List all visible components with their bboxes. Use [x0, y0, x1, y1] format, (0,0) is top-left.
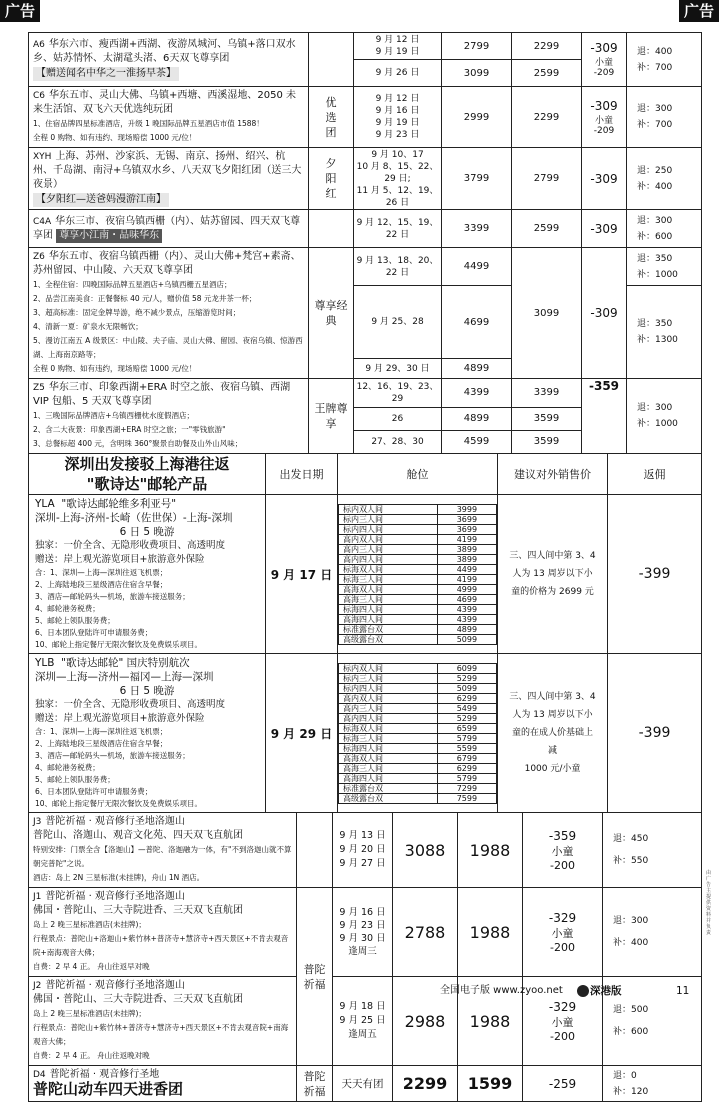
cabin-price: 6299 — [437, 763, 496, 773]
cruise-date: 9 月 17 日 — [266, 495, 338, 654]
tour-xyh: XYH 上海、苏州、沙家浜、无锡、南京、扬州、绍兴、杭州、千岛湖、南浔+乌镇双水乡、八天双飞夕阳红团（送三大夜景） 【夕阳红—送爸妈漫游江南】 — [29, 148, 309, 210]
cabin-row — [339, 584, 497, 594]
tour-a6: A6 华东六市、瘦西湖+西湖、夜游凤城河、乌镇+落口双水乡、姑苏情怀、太湖鼋头渚、6天双飞尊享团 【赠送闻名中华之一淮扬早茶】 — [29, 33, 309, 87]
cabin-price: 5599 — [437, 743, 496, 753]
tour-return: 退：350 补：1000 — [627, 248, 702, 286]
price-a: 3099 — [442, 60, 512, 87]
cabin-price: 6599 — [437, 723, 496, 733]
putuo-j3: J3 普陀祈福 · 观音修行圣地洛迦山 普陀山、洛迦山、观音文化苑、四天双飞直航团 特别安排：门票全含【洛迦山】—普陀、洛迦融为一体，有"不到洛迦山就不算朝完普陀"之说。 酒店：岛上 2N 三星标准(未挂牌)，舟山 1N 酒店。 — [29, 813, 297, 888]
cabin-price: 5799 — [437, 773, 496, 783]
page-number: 11 — [676, 985, 690, 997]
cabin-type: 标海三人间 — [339, 733, 438, 743]
cabin-row — [339, 673, 497, 683]
cabin-type: 高海四人间 — [339, 614, 438, 624]
col-return: 返佣 — [608, 454, 702, 495]
price-a: 2799 — [442, 33, 512, 60]
tour-dates: 9 月 26 日 — [354, 60, 442, 87]
cabin-price: 4699 — [437, 594, 496, 604]
cabin-price: 4399 — [437, 604, 496, 614]
tour-return: 退：300 补：700 — [627, 87, 702, 148]
cabin-row — [339, 773, 497, 783]
cabin-price: 3899 — [437, 554, 496, 564]
tour-category: 普陀 祈福 — [297, 888, 333, 1066]
cabin-row — [339, 514, 497, 524]
tour-discount: -309 — [582, 148, 627, 210]
footer-edition: 深港版 — [590, 985, 622, 997]
col-price: 建议对外销售价 — [498, 454, 608, 495]
cabin-type: 高海双人间 — [339, 753, 438, 763]
tour-dates: 9 月 13、18、20、22 日 — [354, 248, 442, 286]
tour-discount: -259 — [523, 1066, 603, 1102]
tour-dates: 9 月 16 日 9 月 23 日 9 月 30 日 逢周三 — [333, 888, 393, 977]
cruise-return: -399 — [608, 654, 702, 813]
tour-return: 退：300 补：1000 — [627, 379, 702, 454]
tour-category: 尊享经 典 — [309, 248, 354, 379]
cabin-row — [339, 753, 497, 763]
cabin-type: 高海三人间 — [339, 594, 438, 604]
price-a: 2999 — [442, 87, 512, 148]
tour-dates: 27、28、30 — [354, 430, 442, 453]
cabin-price: 4199 — [437, 574, 496, 584]
cabin-type: 标海双人间 — [339, 723, 438, 733]
cabin-type: 高内三人间 — [339, 703, 438, 713]
tour-return: 退：300 补：600 — [627, 210, 702, 248]
cabin-type: 标准露台双 — [339, 624, 438, 634]
cabin-price: 3999 — [437, 504, 496, 514]
cruise-date: 9 月 29 日 — [266, 654, 338, 813]
tour-return: 退：0 补：120 — [603, 1066, 702, 1102]
price-a: 4899 — [442, 407, 512, 430]
tour-dates: 9 月 29、30 日 — [354, 359, 442, 379]
tour-dates: 26 — [354, 407, 442, 430]
page-content — [28, 32, 701, 1102]
cabin-row — [339, 763, 497, 773]
tour-category: 王牌尊 享 — [309, 379, 354, 454]
cabin-type: 标内双人间 — [339, 663, 438, 673]
cabin-type: 高内四人间 — [339, 554, 438, 564]
cabin-row — [339, 703, 497, 713]
price-b: 3399 — [512, 379, 582, 408]
tour-discount: -309 — [582, 210, 627, 248]
cabin-type: 高内三人间 — [339, 544, 438, 554]
cabin-type: 高级露台双 — [339, 793, 438, 803]
cabin-price: 5099 — [437, 683, 496, 693]
tour-discount: -329 小童 -200 — [523, 977, 603, 1066]
cabin-type: 标海三人间 — [339, 574, 438, 584]
page-footer — [0, 982, 719, 1000]
tour-return: 退：250 补：400 — [627, 148, 702, 210]
tour-dates: 9 月 12、15、19、22 日 — [354, 210, 442, 248]
tour-z5: Z5 华东三市、印象西湖+ERA 时空之旅、夜宿乌镇、西湖 VIP 包船、5 天双飞尊享团 1、三晚国际品牌酒店+乌镇西栅枕水度假酒店； 2、含二大夜景：印象西湖+ERA 时空之旅；一"零钱旅游" 3、总餐标超 400 元，含明珠 360°聚景自助餐及山外山风味； — [29, 379, 309, 454]
price-b: 3599 — [512, 407, 582, 430]
cabin-row — [339, 743, 497, 753]
cabin-type: 高海双人间 — [339, 584, 438, 594]
cabin-row — [339, 614, 497, 624]
price-b: 1988 — [458, 888, 523, 977]
ad-tag-right: 广告 — [679, 0, 719, 22]
tour-dates: 12、16、19、23、29 — [354, 379, 442, 408]
price-a: 3088 — [393, 813, 458, 888]
cabin-row — [339, 624, 497, 634]
price-b: 2299 — [512, 87, 582, 148]
cabin-row — [339, 693, 497, 703]
cabin-row — [339, 504, 497, 514]
tour-table — [28, 32, 702, 454]
cruise-return: -399 — [608, 495, 702, 654]
side-note: 由广告主提供资料并负责 — [706, 870, 712, 936]
price-a: 4399 — [442, 379, 512, 408]
tour-category: 夕 阳 红 — [309, 148, 354, 210]
cabin-price: 7299 — [437, 783, 496, 793]
ad-tag-left: 广告 — [0, 0, 40, 22]
cabin-type: 标内四人间 — [339, 683, 438, 693]
cabin-type: 标内三人间 — [339, 673, 438, 683]
cabin-type: 高内四人间 — [339, 713, 438, 723]
price-a: 2299 — [393, 1066, 458, 1102]
cruise-yla: YLA "歌诗达邮轮维多利亚号" 深圳-上海-济州-长崎（佐世保）-上海-深圳 6 日 5 晚游 独家：一价全含、无隐形收费项目、高透明度 赠送：岸上观光游览项目+旅游意外保险 含：1、深圳—上海—深圳往返飞机票； 2、上海陆地段三星级酒店住宿含早餐； 3、酒店—邮轮码头—机场，旅游车接送服务； 4、邮轮港务税费； 5、邮轮上领队服务费； 6、日本团队登陆许可申请服务费； 10、邮轮上指定餐厅无限次餐饮及免费娱乐项目。 — [29, 495, 266, 654]
cabin-price: 4999 — [437, 584, 496, 594]
price-a: 3399 — [442, 210, 512, 248]
cabin-row — [339, 524, 497, 534]
price-b: 3599 — [512, 430, 582, 453]
cabin-type: 标海四人间 — [339, 743, 438, 753]
cabin-price: 3699 — [437, 524, 496, 534]
cabin-list-yla — [338, 504, 497, 645]
price-a: 4599 — [442, 430, 512, 453]
price-a: 4699 — [442, 286, 512, 359]
cabin-row — [339, 713, 497, 723]
edition-logo-icon — [577, 985, 589, 997]
cabin-price: 6299 — [437, 693, 496, 703]
cabin-price: 4499 — [437, 564, 496, 574]
footer-site: 全国电子版 www.zyoo.net — [440, 985, 563, 996]
price-b: 2599 — [512, 60, 582, 87]
cabin-price: 4399 — [437, 614, 496, 624]
cruise-table — [28, 453, 702, 813]
cabin-list-ylb — [338, 663, 497, 804]
cabin-type: 标内四人间 — [339, 524, 438, 534]
col-date: 出发日期 — [266, 454, 338, 495]
tour-discount: -359 — [582, 379, 627, 454]
cabin-price: 5299 — [437, 673, 496, 683]
tour-dates: 9 月 12 日 9 月 16 日 9 月 19 日 9 月 23 日 — [354, 87, 442, 148]
tour-z6: Z6 华东五市、夜宿乌镇西栅（内）、灵山大佛+梵宫+素斋、苏州留园、中山陵、六天双飞尊享团 1、全程住宿：四晚国际品牌五星酒店+乌镇西栅五星酒店； 2、品尝江南美食：正餐餐标 40 元/人，赠价值 58 元龙井茶一杯； 3、超高标准：固定金牌导游，绝不减少景点，压缩游览时间； 4、清新一夏：矿泉水无限畅饮； 5、漫访江南五 A 级景区：中山陵、夫子庙、灵山大佛、留园、夜宿乌镇、惊游西湖、上海南京路等； 全程 0 购物、如有违约，现场赔偿 1000 元/位！ — [29, 248, 309, 379]
cabin-price: 3699 — [437, 514, 496, 524]
price-b: 2299 — [512, 33, 582, 60]
cruise-section-title: 深圳出发接驳上海港往返 "歌诗达"邮轮产品 — [29, 454, 266, 495]
price-b: 1988 — [458, 813, 523, 888]
cabin-price: 5099 — [437, 634, 496, 644]
cabin-price: 7599 — [437, 793, 496, 803]
cabin-row — [339, 793, 497, 803]
cruise-ylb: YLB "歌诗达邮轮" 国庆特别航次 深圳—上海—济州—福冈—上海—深圳 6 日 5 晚游 独家：一价全含、无隐形收费项目、高透明度 赠送：岸上观光游览项目+旅游意外保险 含：1、深圳—上海—深圳往返飞机票； 2、上海陆地段三星级酒店住宿含早餐； 3、酒店—邮轮码头—机场，旅游车接送服务； 4、邮轮港务税费； 5、邮轮上领队服务费； 6、日本团队登陆许可申请服务费； 10、邮轮上指定餐厅无限次餐饮及免费娱乐项目。 — [29, 654, 266, 813]
tour-discount: -359 小童 -200 — [523, 813, 603, 888]
cabin-price: 4899 — [437, 624, 496, 634]
cabin-row — [339, 723, 497, 733]
cabin-type: 高内双人间 — [339, 693, 438, 703]
putuo-d4: D4 普陀祈福 · 观音修行圣地 普陀山动车四天进香团 — [29, 1066, 297, 1102]
gift-badge: 【夕阳红—送爸妈漫游江南】 — [33, 193, 169, 207]
putuo-j1: J1 普陀祈福 · 观音修行圣地洛迦山 佛国・普陀山、三大寺院进香、三天双飞直航团 岛上 2 晚三星标准酒店(未挂牌)； 行程景点：普陀山+洛迦山+紫竹林+普济寺+慧济寺+西天景区+不肯去观音院+南海观音大佛； 自费：2 早 4 正。 舟山往返早对晚 — [29, 888, 297, 977]
price-a: 2988 — [393, 977, 458, 1066]
tour-category: 普陀 祈福 — [297, 1066, 333, 1102]
cabin-type: 高级露台双 — [339, 634, 438, 644]
tour-discount: -309 小童 -209 — [582, 87, 627, 148]
cabin-price: 4199 — [437, 534, 496, 544]
cabin-type: 高海三人间 — [339, 763, 438, 773]
putuo-j2: J2 普陀祈福 · 观音修行圣地洛迦山 佛国・普陀山、三大寺院进香、三天双飞直航团 岛上 2 晚三星标准酒店(未挂牌)； 行程景点：普陀山+紫竹林+普济寺+慧济寺+西天景区+不肯去观音院+南海观音大佛； 自费：2 早 4 正。 舟山往返晚对晚 — [29, 977, 297, 1066]
cabin-row — [339, 663, 497, 673]
tour-return: 退：300 补：400 — [603, 888, 702, 977]
tour-dates: 9 月 25、28 — [354, 286, 442, 359]
cabin-price: 3899 — [437, 544, 496, 554]
cabin-type: 标内三人间 — [339, 514, 438, 524]
cabin-row — [339, 574, 497, 584]
cruise-note: 三、四人间中第 3、4 人为 13 周岁以下小童的在成人价基础上减 1000 元/小童 — [498, 654, 608, 813]
cabin-row — [339, 683, 497, 693]
cabin-price: 5799 — [437, 733, 496, 743]
price-a: 4899 — [442, 359, 512, 379]
cabin-type: 标海双人间 — [339, 564, 438, 574]
tour-return: 退：500 补：600 — [603, 977, 702, 1066]
tour-c6: C6 华东五市、灵山大佛、乌镇+西塘、西溪湿地、2050 未来生活馆、双飞六天优选纯玩团 1、住宿品牌四星标准酒店，升级 1 晚国际品牌五星酒店市值 1588！ 全程 0 购物、如有违约、现场赔偿 1000 元/位！ — [29, 87, 309, 148]
price-b: 2599 — [512, 210, 582, 248]
gift-badge: 尊享小江南・品味华东 — [56, 229, 162, 243]
tour-discount: -309 — [582, 248, 627, 379]
tour-dates: 9 月 13 日 9 月 20 日 9 月 27 日 — [333, 813, 393, 888]
cabin-type: 高内双人间 — [339, 534, 438, 544]
price-a: 3799 — [442, 148, 512, 210]
tour-discount: -309 小童 -209 — [582, 33, 627, 87]
gift-badge: 【赠送闻名中华之一淮扬早茶】 — [33, 67, 179, 81]
tour-dates: 9 月 18 日 9 月 25 日 逢周五 — [333, 977, 393, 1066]
tour-c4a: C4A 华东三市、夜宿乌镇西栅（内）、姑苏留园、四天双飞尊享团 尊享小江南・品味华东 — [29, 210, 309, 248]
cabin-row — [339, 534, 497, 544]
price-a: 2788 — [393, 888, 458, 977]
tour-return: 退：350 补：1300 — [627, 286, 702, 379]
cabin-price: 5499 — [437, 703, 496, 713]
cabin-type: 标准露台双 — [339, 783, 438, 793]
cabin-type: 标海四人间 — [339, 604, 438, 614]
tour-dates: 9 月 10、17 10 月 8、15、22、29 日; 11 月 5、12、19、26 日 — [354, 148, 442, 210]
tour-discount: -329 小童 -200 — [523, 888, 603, 977]
cabin-type: 高海四人间 — [339, 773, 438, 783]
cabin-price: 6799 — [437, 753, 496, 763]
tour-dates: 9 月 12 日 9 月 19 日 — [354, 33, 442, 60]
tour-dates: 天天有团 — [333, 1066, 393, 1102]
col-cabin: 舱位 — [338, 454, 498, 495]
cabin-row — [339, 544, 497, 554]
cabin-row — [339, 733, 497, 743]
tour-category: 优 选 团 — [309, 87, 354, 148]
cabin-price: 5299 — [437, 713, 496, 723]
price-b: 3099 — [512, 248, 582, 379]
cabin-type: 标内双人间 — [339, 504, 438, 514]
cruise-note: 三、四人间中第 3、4 人为 13 周岁以下小童的价格为 2699 元 — [498, 495, 608, 654]
putuo-table — [28, 812, 702, 1102]
price-b: 1988 — [458, 977, 523, 1066]
price-b: 1599 — [458, 1066, 523, 1102]
cabin-row — [339, 604, 497, 614]
cabin-row — [339, 783, 497, 793]
tour-return: 退：400 补：700 — [627, 33, 702, 87]
cabin-row — [339, 554, 497, 564]
cabin-row — [339, 594, 497, 604]
price-b: 2799 — [512, 148, 582, 210]
cabin-row — [339, 634, 497, 644]
tour-return: 退：450 补：550 — [603, 813, 702, 888]
cabin-row — [339, 564, 497, 574]
cabin-price: 6099 — [437, 663, 496, 673]
price-a: 4499 — [442, 248, 512, 286]
